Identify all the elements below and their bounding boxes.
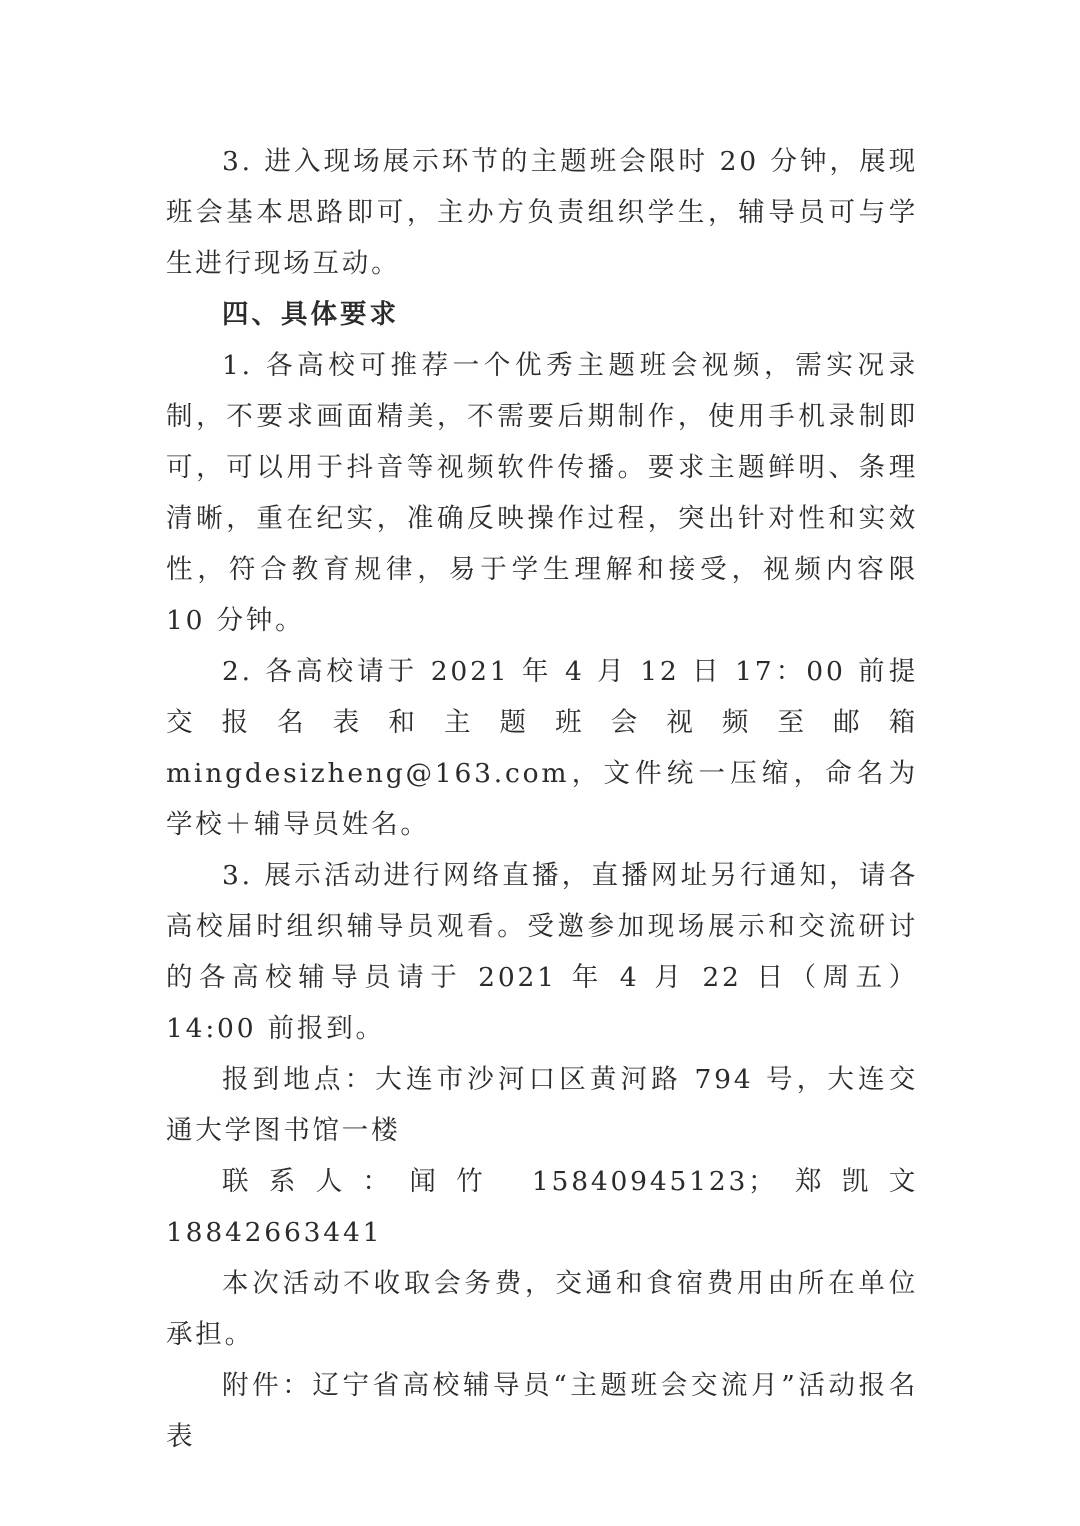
paragraph-submission: 2. 各高校请于 2021 年 4 月 12 日 17：00 前提交报名表和主题班会视频至邮箱 mingdesizheng@163.com，文件统一压缩，命名为学校＋辅导员姓名。 — [166, 656, 948, 840]
paragraph-fees: 本次活动不收取会务费，交通和食宿费用由所在单位承担。 — [166, 1268, 918, 1350]
paragraph-live-session: 3. 进入现场展示环节的主题班会限时 20 分钟，展现班会基本思路即可，主办方负责组织学生，辅导员可与学生进行现场互动。 — [166, 146, 918, 279]
paragraph-contacts: 联系人：闻竹 15840945123；郑凯文 18842663441 — [166, 1166, 918, 1248]
paragraph-venue: 报到地点：大连市沙河口区黄河路 794 号，大连交通大学图书馆一楼 — [166, 1064, 918, 1146]
paragraph-livestream: 3. 展示活动进行网络直播，直播网址另行通知，请各高校届时组织辅导员观看。受邀参加现场展示和交流研讨的各高校辅导员请于 2021 年 4 月 22 日（周五）14:00 前报到。 — [166, 860, 918, 1044]
section-heading-requirements: 四、具体要求 — [222, 299, 399, 330]
paragraph-video-requirements: 1. 各高校可推荐一个优秀主题班会视频，需实况录制，不要求画面精美，不需要后期制作，使用手机录制即可，可以用于抖音等视频软件传播。要求主题鲜明、条理清晰，重在纪实，准确反映操作过程，突出针对性和实效性，符合教育规律，易于学生理解和接受，视频内容限 10 分钟。 — [166, 350, 918, 636]
document-body — [166, 136, 948, 1462]
paragraph-attachment: 附件：辽宁省高校辅导员“主题班会交流月”活动报名表 — [166, 1370, 918, 1452]
